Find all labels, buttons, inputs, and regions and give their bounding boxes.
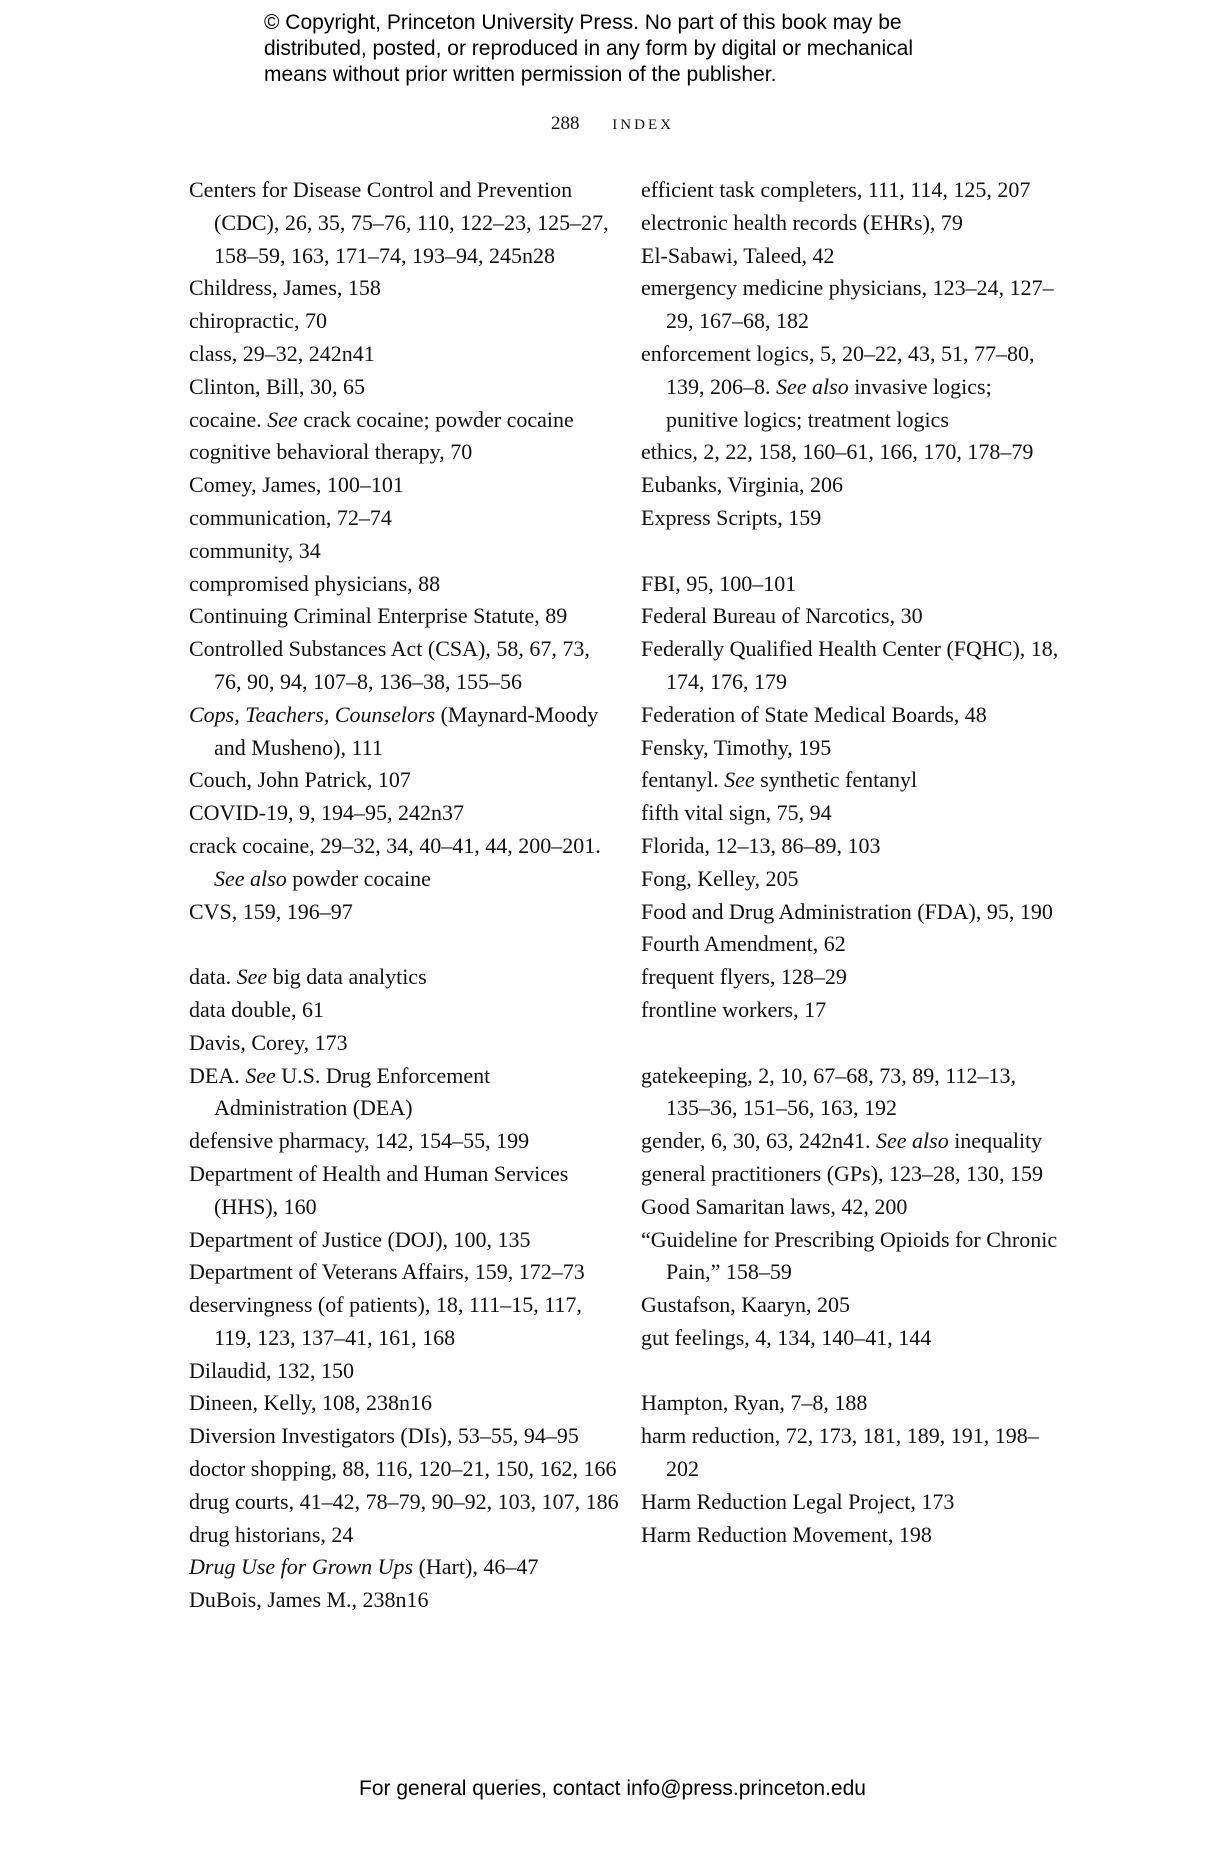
index-entry — [641, 1060, 1061, 1126]
index-entry-text: Comey, James, 100–101 — [189, 472, 404, 498]
index-entry-text: general practitioners (GPs), 123–28, 130, 159 — [641, 1160, 1044, 1186]
page-number: 288 — [551, 113, 580, 134]
index-entry — [641, 732, 1061, 765]
index-entry-italic: See — [267, 406, 298, 432]
index-entry-text: gatekeeping, 2, 10, 67–68, 73, 89, 112–13, 135–36, 151–56, 163, 192 — [641, 1062, 1016, 1121]
index-entry — [641, 338, 1061, 436]
index-entry-text: compromised physicians, 88 — [189, 570, 441, 596]
index-entry — [189, 633, 619, 699]
index-entry-text: Continuing Criminal Enterprise Statute, 89 — [189, 603, 568, 629]
index-entry-text: gender, 6, 30, 63, 242n41. — [641, 1128, 876, 1154]
index-entry — [189, 1551, 619, 1584]
index-entry — [641, 568, 1061, 601]
index-entry-text: COVID-19, 9, 194–95, 242n37 — [189, 800, 464, 826]
index-entry-text: Diversion Investigators (DIs), 53–55, 94–95 — [189, 1423, 579, 1449]
index-entry — [189, 600, 619, 633]
index-entry — [189, 1289, 619, 1355]
index-entry-text: Davis, Corey, 173 — [189, 1029, 348, 1055]
index-entry — [189, 1125, 619, 1158]
index-entry — [189, 1453, 619, 1486]
index-entry — [189, 1420, 619, 1453]
index-entry — [189, 896, 619, 929]
index-entry — [189, 1584, 619, 1617]
letter-group-gap — [641, 1027, 1061, 1060]
index-entry — [641, 502, 1061, 535]
index-entry-text: Federation of State Medical Boards, 48 — [641, 701, 987, 727]
index-entry — [641, 1289, 1061, 1322]
index-entry — [641, 469, 1061, 502]
index-entry-text: frontline workers, 17 — [641, 996, 827, 1022]
index-entry-italic: See — [236, 964, 268, 990]
index-entry — [641, 1486, 1061, 1519]
index-entry-text: big data analytics — [267, 964, 427, 990]
index-entry-text: Harm Reduction Movement, 198 — [641, 1521, 932, 1547]
copyright-line: distributed, posted, or reproduced in any form by digital or mechanical — [264, 37, 914, 60]
index-entry-text: defensive pharmacy, 142, 154–55, 199 — [189, 1128, 530, 1154]
index-entry-text: community, 34 — [189, 537, 321, 563]
index-entry — [189, 830, 619, 896]
index-entry-text: (Hart), 46–47 — [413, 1554, 539, 1580]
index-entry — [641, 1224, 1061, 1290]
index-entry-text: Department of Health and Human Services (HHS), 160 — [189, 1160, 569, 1219]
index-entry — [189, 535, 619, 568]
index-entry-text: Fong, Kelley, 205 — [641, 865, 799, 891]
index-entry — [641, 207, 1061, 240]
index-entry-text: cocaine. — [189, 406, 268, 432]
index-entry-text: ethics, 2, 22, 158, 160–61, 166, 170, 178–79 — [641, 439, 1034, 465]
index-entry-text: DEA. — [189, 1062, 246, 1088]
index-entry-text: Dilaudid, 132, 150 — [189, 1357, 354, 1383]
index-entry-text: efficient task completers, 111, 114, 125, 207 — [641, 177, 1031, 202]
page-title: index — [612, 110, 674, 134]
copyright-line: © Copyright, Princeton University Press. No part of this book may be — [264, 11, 902, 34]
index-entry-text: drug courts, 41–42, 78–79, 90–92, 103, 107, 186 — [189, 1488, 619, 1514]
index-entry-text: frequent flyers, 128–29 — [641, 964, 847, 990]
letter-group-gap — [641, 1355, 1061, 1388]
index-entry-italic: See also — [776, 373, 849, 399]
index-entry — [189, 1486, 619, 1519]
index-entry-text: Couch, John Patrick, 107 — [189, 767, 411, 793]
index-entry-text: Controlled Substances Act (CSA), 58, 67, 73, 76, 90, 94, 107–8, 136–38, 155–56 — [189, 636, 590, 694]
index-entry — [189, 764, 619, 797]
index-entry-text: harm reduction, 72, 173, 181, 189, 191, 198–202 — [641, 1423, 1039, 1482]
index-column-left — [189, 174, 619, 1617]
index-entry — [641, 863, 1061, 896]
index-entry-text: Fensky, Timothy, 195 — [641, 734, 832, 760]
index-entry — [189, 699, 619, 765]
copyright-line: means without prior written permission of the publisher. — [264, 63, 777, 86]
index-entry — [641, 994, 1061, 1027]
index-entry — [641, 436, 1061, 469]
index-entry — [189, 174, 619, 272]
index-entry — [641, 1158, 1061, 1191]
index-entry — [641, 633, 1061, 699]
index-entry — [189, 338, 619, 371]
index-entry-text: enforcement logics, 5, 20–22, 43, 51, 77–80, 139, 206–8. — [641, 340, 1035, 399]
index-entry — [641, 600, 1061, 633]
index-entry — [189, 502, 619, 535]
index-entry — [641, 830, 1061, 863]
index-entry — [641, 1322, 1061, 1355]
index-entry-text: Hampton, Ryan, 7–8, 188 — [641, 1390, 868, 1416]
index-entry-text: data. — [189, 964, 237, 990]
index-entry-text: data double, 61 — [189, 996, 325, 1022]
index-entry — [189, 961, 619, 994]
index-entry-text: invasive logics; punitive logics; treatment logics — [666, 373, 992, 432]
index-entry-text: chiropractic, 70 — [189, 308, 328, 334]
index-entry — [189, 797, 619, 830]
index-entry — [641, 240, 1061, 273]
index-entry-text: deservingness (of patients), 18, 111–15, 117, 119, 123, 137–41, 161, 168 — [189, 1292, 582, 1350]
index-entry-text: Dineen, Kelly, 108, 238n16 — [189, 1390, 432, 1416]
index-entry-italic: See also — [214, 865, 287, 891]
index-entry — [189, 1387, 619, 1420]
index-entry-text: “Guideline for Prescribing Opioids for Chronic Pain,” 158–59 — [641, 1226, 1058, 1285]
index-entry-text: emergency medicine physicians, 123–24, 127–29, 167–68, 182 — [641, 275, 1054, 334]
index-entry-text: FBI, 95, 100–101 — [641, 570, 797, 596]
index-entry-text: U.S. Drug Enforcement Administration (DEA) — [214, 1062, 491, 1121]
running-head — [0, 110, 1225, 135]
index-entry-text: doctor shopping, 88, 116, 120–21, 150, 162, 166 — [189, 1456, 617, 1482]
index-entry — [189, 1060, 619, 1126]
index-entry — [189, 1158, 619, 1224]
index-entry-text: drug historians, 24 — [189, 1521, 354, 1547]
index-entry — [189, 568, 619, 601]
index-entry-text: class, 29–32, 242n41 — [189, 340, 375, 366]
index-entry-text: inequality — [948, 1128, 1043, 1154]
index-entry — [641, 1420, 1061, 1486]
index-entry — [641, 1125, 1061, 1158]
index-entry — [641, 764, 1061, 797]
index-entry — [641, 174, 1061, 207]
index-entry — [189, 1519, 619, 1552]
index-entry — [641, 896, 1061, 929]
index-entry — [189, 469, 619, 502]
index-entry-text: communication, 72–74 — [189, 504, 392, 530]
letter-group-gap — [641, 535, 1061, 568]
index-entry-text: Gustafson, Kaaryn, 205 — [641, 1292, 850, 1318]
index-entry — [189, 371, 619, 404]
index-entry-text: fentanyl. — [641, 767, 725, 793]
letter-group-gap — [189, 928, 619, 961]
index-entry — [641, 1519, 1061, 1552]
index-entry-text: crack cocaine, 29–32, 34, 40–41, 44, 200–201. — [189, 832, 601, 858]
index-entry — [641, 797, 1061, 830]
index-entry-text: Federal Bureau of Narcotics, 30 — [641, 603, 923, 629]
index-entry-text: Clinton, Bill, 30, 65 — [189, 373, 366, 399]
index-entry — [641, 1191, 1061, 1224]
index-entry-text: gut feelings, 4, 134, 140–41, 144 — [641, 1324, 932, 1350]
index-entry-text: Good Samaritan laws, 42, 200 — [641, 1193, 908, 1219]
index-entry-text: Department of Justice (DOJ), 100, 135 — [189, 1226, 531, 1252]
index-entry-italic: See also — [875, 1128, 949, 1154]
index-entry-text: electronic health records (EHRs), 79 — [641, 209, 963, 235]
index-entry-text: synthetic fentanyl — [754, 767, 918, 793]
index-entry-text: fifth vital sign, 75, 94 — [641, 800, 832, 826]
index-entry — [189, 1256, 619, 1289]
index-entry-text: El-Sabawi, Taleed, 42 — [641, 242, 835, 268]
index-entry — [189, 305, 619, 338]
index-entry-text: Eubanks, Virginia, 206 — [641, 472, 843, 498]
index-entry-text: cognitive behavioral therapy, 70 — [189, 439, 473, 465]
index-entry-text: Express Scripts, 159 — [641, 504, 822, 530]
index-entry — [189, 272, 619, 305]
index-entry-text: Fourth Amendment, 62 — [641, 931, 846, 957]
index-entry — [641, 272, 1061, 338]
index-entry-text: Childress, James, 158 — [189, 275, 381, 301]
index-entry — [189, 994, 619, 1027]
index-entry-text: Federally Qualified Health Center (FQHC), 18, 174, 176, 179 — [641, 636, 1059, 694]
index-entry — [189, 436, 619, 469]
index-column-right — [641, 174, 1061, 1551]
index-entry-italic: See — [245, 1062, 276, 1088]
index-entry — [641, 928, 1061, 961]
index-entry-italic: See — [724, 767, 755, 793]
index-entry-text: Florida, 12–13, 86–89, 103 — [641, 832, 881, 858]
index-entry — [641, 699, 1061, 732]
index-entry — [189, 1224, 619, 1257]
index-entry-text: Department of Veterans Affairs, 159, 172–73 — [189, 1259, 585, 1285]
index-entry-text: (Maynard-Moody and Musheno), 111 — [214, 701, 599, 760]
index-entry-text: CVS, 159, 196–97 — [189, 898, 353, 924]
index-entry-text: Harm Reduction Legal Project, 173 — [641, 1488, 955, 1514]
index-entry — [189, 404, 619, 437]
index-entry-text: crack cocaine; powder cocaine — [297, 406, 574, 432]
index-entry-italic: Cops, Teachers, Counselors — [189, 701, 436, 727]
index-entry — [189, 1027, 619, 1060]
index-entry-italic: Drug Use for Grown Ups — [189, 1554, 414, 1580]
index-entry — [641, 1387, 1061, 1420]
index-entry-text: powder cocaine — [286, 865, 431, 891]
index-entry — [189, 1355, 619, 1388]
index-entry-text: Food and Drug Administration (FDA), 95, 190 — [641, 898, 1053, 924]
index-entry-text: Centers for Disease Control and Prevention (CDC), 26, 35, 75–76, 110, 122–23, 125–27, 158–59, 163, 171–74, 193–94, 245n28 — [189, 177, 609, 268]
copyright-notice — [264, 10, 1024, 88]
footer-contact: For general queries, contact info@press.princeton.edu — [359, 1777, 866, 1800]
index-entry-text: DuBois, James M., 238n16 — [189, 1587, 429, 1613]
index-entry — [641, 961, 1061, 994]
